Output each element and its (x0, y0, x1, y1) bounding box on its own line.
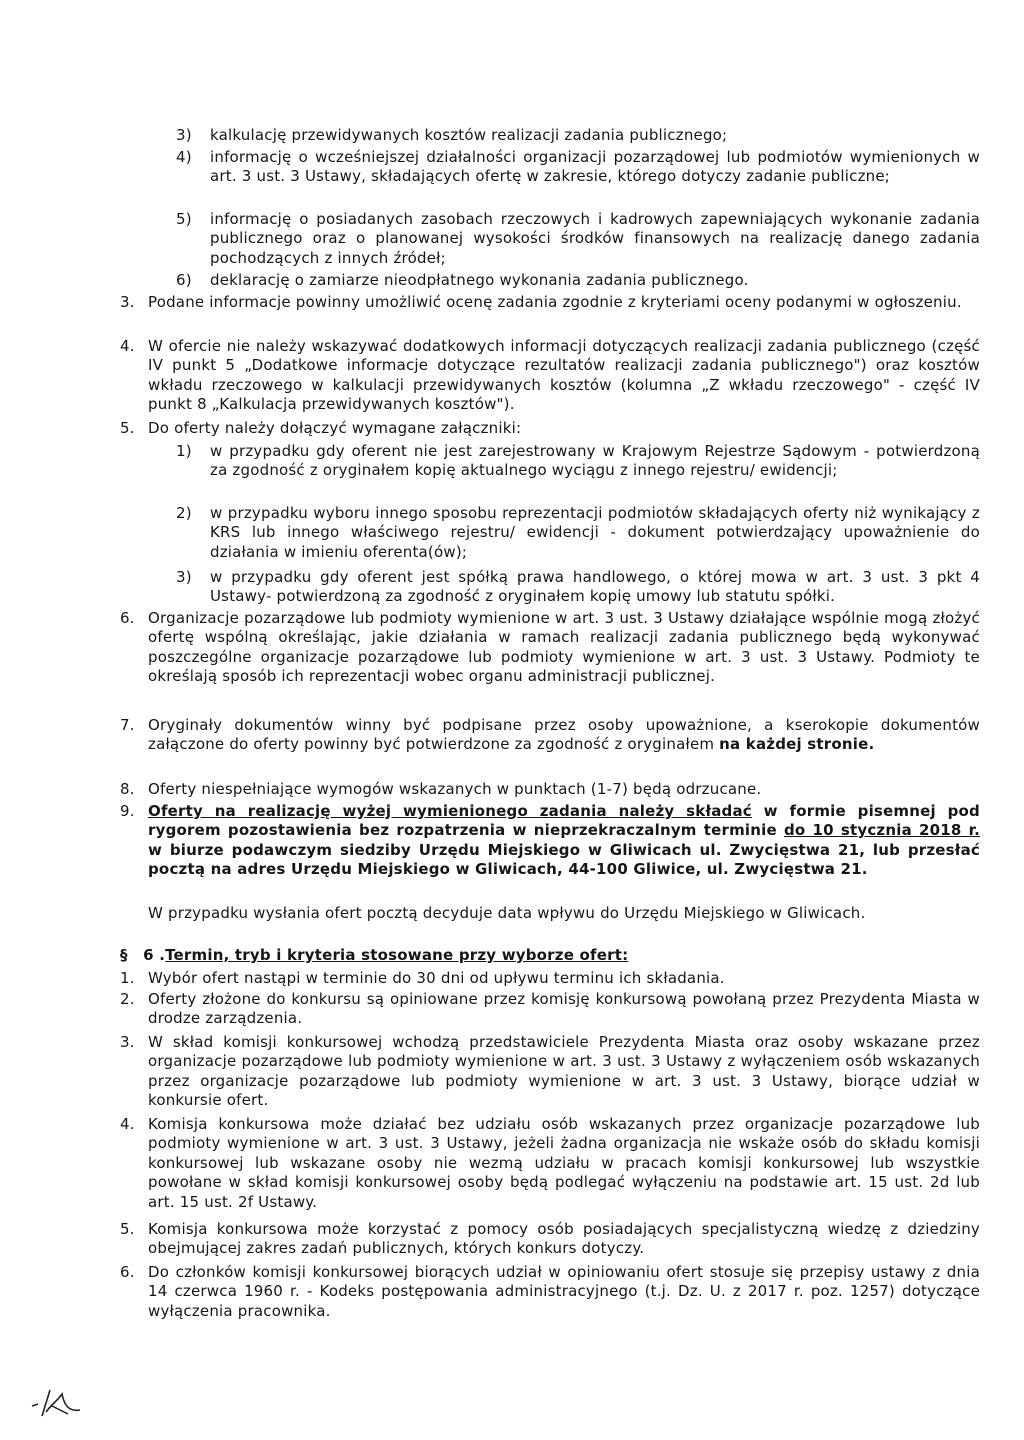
list-a-number: 5) (176, 210, 192, 228)
paragraph-text: W ofercie nie należy wskazywać dodatkowych informacji dotyczących realizacji zadania publicznego (część IV punkt 5 „Dodatkowe informacje dotyczące rezultatów realizacji zadania publicznego") oraz kosztów wkładu rzeczowego w kalkulacji przewidywanych kosztów (kolumna „Z wkładu rzeczowego" - część IV punkt 8 „Kalkulacja przewidywanych kosztów"). (148, 337, 980, 414)
deadline-paragraph: Oferty na realizację wyżej wymienionego zadania należy składać w formie pisemnej pod rygorem pozostawienia bez rozpatrzenia w nieprzekraczalnym terminie do 10 stycznia 2018 r. w biurze podawczym siedziby Urzędu Miejskiego w Gliwicach ul. Zwycięstwa 21, lub przesłać pocztą na adres Urzędu Miejskiego w Gliwicach, 44-100 Gliwice, ul. Zwycięstwa 21. (148, 802, 980, 879)
underlined-text: Oferty na realizację wyżej wymienionego zadania należy składać (148, 802, 752, 820)
list-c-number: 4. (120, 1115, 135, 1133)
list-c-number: 5. (120, 1220, 135, 1238)
list-a-number: 6) (176, 271, 192, 289)
paragraph-note: W przypadku wysłania ofert pocztą decyduje data wpływu do Urzędu Miejskiego w Gliwicach. (148, 904, 866, 922)
paragraph-number: 6. (120, 609, 135, 627)
list-c-number: 1. (120, 969, 135, 987)
list-b-number: 2) (176, 504, 192, 522)
list-b-number: 3) (176, 568, 192, 586)
paragraph-number: 7. (120, 716, 135, 734)
list-c-number: 6. (120, 1263, 135, 1281)
paragraph-number: 4. (120, 337, 135, 355)
list-b-item-text: w przypadku gdy oferent jest spółką prawa handlowego, o której mowa w art. 3 ust. 3 pkt 4 Ustawy- potwierdzoną za zgodność z oryginałem kopię umowy lub statutu spółki. (210, 568, 980, 606)
paragraph-number: 3. (120, 293, 135, 311)
section-heading (120, 946, 980, 965)
paragraph-text: Do oferty należy dołączyć wymagane załączniki: (148, 419, 522, 437)
list-c-item-text: Komisja konkursowa może działać bez udziału osób wskazanych przez organizacje pozarządowe lub podmioty wymienione w art. 3 ust. 3 Ustawy, jeżeli żadna organizacja nie wskaże osób do składu komisji konkursowej lub wskazane osoby nie wezmą udziału w pracach komisji konkursowej lub wszystkie powołane w skład komisji konkursowej osoby będą podlegać wyłączeniu na podstawie art. 15 ust. 2d lub art. 15 ust. 2f Ustawy. (148, 1115, 980, 1211)
list-a-item-text: informację o wcześniejszej działalności organizacji pozarządowej lub podmiotów wymienionych w art. 3 ust. 3 Ustawy, składających ofertę w zakresie, którego dotyczy zadanie publiczne; (210, 148, 980, 186)
paragraph-text: Oferty niespełniające wymogów wskazanych w punktach (1-7) będą odrzucane. (148, 780, 762, 798)
list-a-item-text: kalkulację przewidywanych kosztów realizacji zadania publicznego; (210, 126, 728, 144)
section-title: Termin, tryb i kryteria stosowane przy wyborze ofert: (165, 946, 629, 964)
list-a-number: 4) (176, 148, 192, 166)
list-c-item-text: Oferty złożone do konkursu są opiniowane przez komisję konkursową powołaną przez Prezydenta Miasta w drodze zarządzenia. (148, 990, 980, 1028)
list-b-number: 1) (176, 442, 192, 460)
section-number: 6 . (143, 946, 166, 964)
list-c-number: 2. (120, 990, 135, 1008)
list-c-item-text: Do członków komisji konkursowej biorących udział w opiniowaniu ofert stosuje się przepisy ustawy z dnia 14 czerwca 1960 r. - Kodeks postępowania administracyjnego (t.j. Dz. U. z 2017 r. poz. 1257) dotyczące wyłączenia pracownika. (148, 1263, 980, 1320)
paragraph-number: 9. (120, 802, 135, 820)
list-a-item-text: deklarację o zamiarze nieodpłatnego wykonania zadania publicznego. (210, 271, 749, 289)
deadline-date: do 10 stycznia 2018 r. (783, 821, 980, 840)
list-c-item-text: Wybór ofert nastąpi w terminie do 30 dni od upływu terminu ich składania. (148, 969, 725, 987)
handwritten-initials (28, 1382, 88, 1422)
list-b-item-text: w przypadku wyboru innego sposobu reprezentacji podmiotów składających oferty niż wynikający z KRS lub innego właściwego rejestru/ ewidencji - dokument potwierdzający upoważnienie do działania w imieniu oferenta(ów); (210, 504, 980, 561)
list-c-item-text: Komisja konkursowa może korzystać z pomocy osób posiadających specjalistyczną wiedzę z dziedziny obejmującej zakres zadań publicznych, których konkurs dotyczy. (148, 1220, 980, 1258)
list-b-item-text: w przypadku gdy oferent nie jest zarejestrowany w Krajowym Rejestrze Sądowym - potwierdzoną za zgodność z oryginałem kopię aktualnego wyciągu z innego rejestru/ ewidencji; (210, 442, 980, 480)
paragraph-number: 5. (120, 419, 135, 437)
section-sign: § (120, 946, 128, 964)
bold-emphasis: na każdej stronie. (719, 735, 875, 754)
list-c-number: 3. (120, 1033, 135, 1051)
paragraph-text: Podane informacje powinny umożliwić ocenę zadania zgodnie z kryteriami oceny podanymi w ogłoszeniu. (148, 293, 962, 311)
list-a-item-text: informację o posiadanych zasobach rzeczowych i kadrowych zapewniających wykonanie zadania publicznego oraz o planowanej wysokości środków finansowych na realizację danego zadania pochodzących z innych źródeł; (210, 210, 980, 267)
list-c-item-text: W skład komisji konkursowej wchodzą przedstawiciele Prezydenta Miasta oraz osoby wskazane przez organizacje pozarządowe lub podmioty wymienione w art. 3 ust. 3 Ustawy z wyłączeniem osób wskazanych przez organizacje pozarządowe lub podmioty wymienione w art. 3 ust. 3 Ustawy, biorące udział w konkursie ofert. (148, 1033, 980, 1110)
paragraph-number: 8. (120, 780, 135, 798)
paragraph-text: Organizacje pozarządowe lub podmioty wymienione w art. 3 ust. 3 Ustawy działające wspólnie mogą złożyć ofertę wspólną określając, jakie działania w ramach realizacji zadania publicznego będą wykonywać poszczególne organizacje pozarządowe lub podmioty wymienione w art. 3 ust. 3 Ustawy. Podmioty te określają sposób ich reprezentacji wobec organu administracji publicznej. (148, 609, 980, 686)
list-a-number: 3) (176, 126, 192, 144)
paragraph-text: Oryginały dokumentów winny być podpisane przez osoby upoważnione, a kserokopie dokumentów załączone do oferty powinny być potwierdzone za zgodność z oryginałem na każdej stronie. (148, 716, 980, 754)
